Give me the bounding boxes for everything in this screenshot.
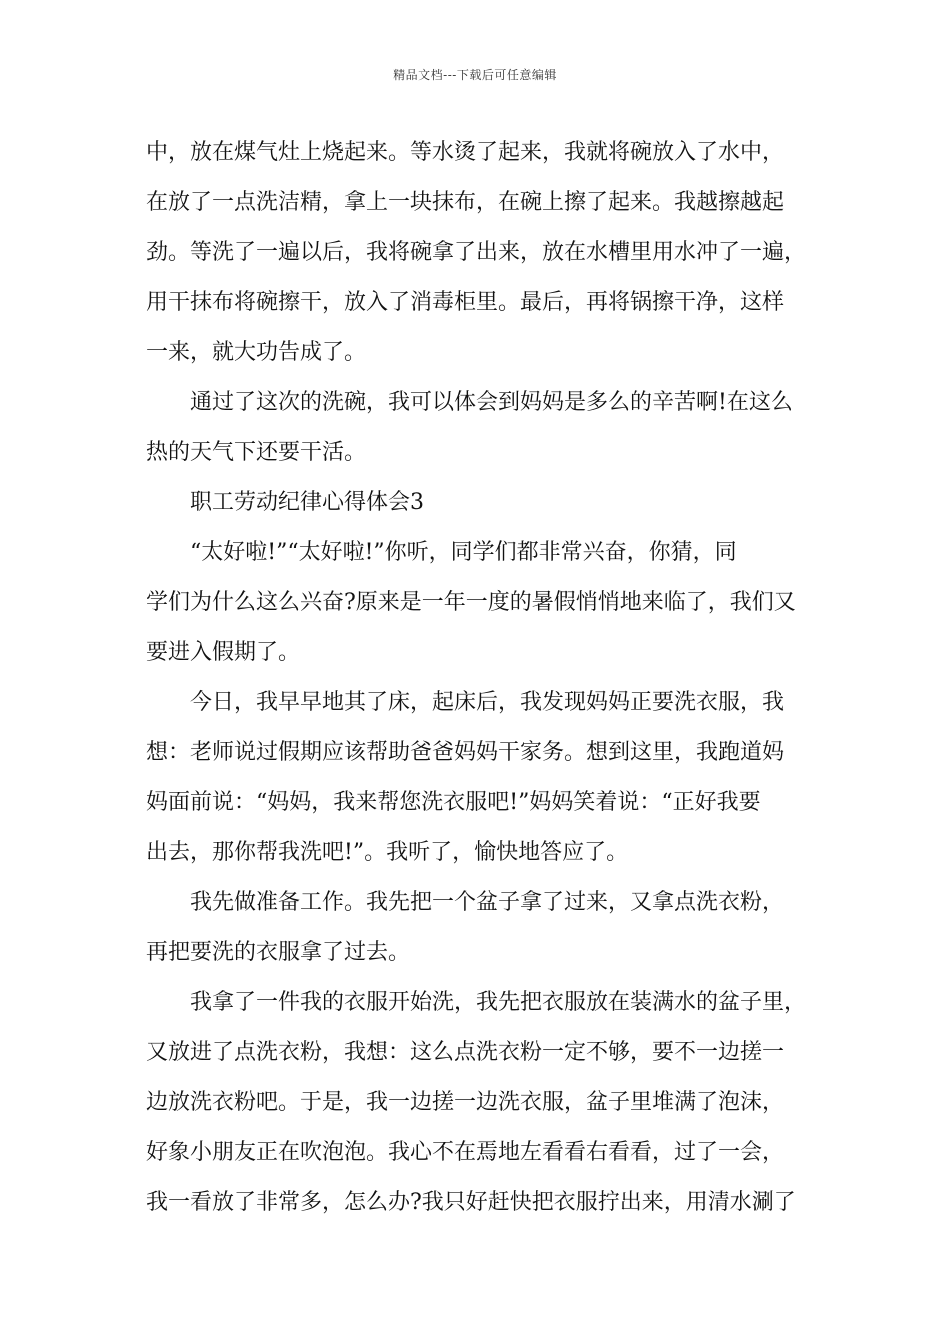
text-line: 再把要洗的衣服拿了过去。: [146, 940, 411, 965]
text-line: 热的天气下还要干活。: [146, 440, 367, 465]
text-line: 出去，那你帮我洗吧!”。我听了，愉快地答应了。: [146, 840, 629, 865]
text-line: 又放进了点洗衣粉，我想：这么点洗衣粉一定不够，要不一边搓一: [146, 1040, 785, 1065]
text-line: 中，放在煤气灶上烧起来。等水烫了起来，我就将碗放入了水中，: [146, 140, 785, 165]
text-line: 想：老师说过假期应该帮助爸爸妈妈干家务。想到这里，我跑道妈: [146, 740, 785, 765]
text-line: 好象小朋友正在吹泡泡。我心不在焉地左看看右看看，过了一会，: [146, 1140, 785, 1165]
paragraph-first-line: 通过了这次的洗碗，我可以体会到妈妈是多么的辛苦啊!在这么: [190, 390, 793, 415]
text-line: 一来，就大功告成了。: [146, 340, 367, 365]
text-line: 要进入假期了。: [146, 640, 301, 665]
paragraph-first-line: 我拿了一件我的衣服开始洗，我先把衣服放在装满水的盆子里，: [190, 990, 807, 1015]
text-line: 学们为什么这么兴奋?原来是一年一度的暑假悄悄地来临了，我们又: [146, 590, 796, 615]
paragraph-first-line: 我先做准备工作。我先把一个盆子拿了过来，又拿点洗衣粉，: [190, 890, 785, 915]
text-line: 我一看放了非常多，怎么办?我只好赶快把衣服拧出来，用清水涮了: [146, 1190, 796, 1215]
paragraph-first-line: 今日，我早早地其了床，起床后，我发现妈妈正要洗衣服，我: [190, 690, 785, 715]
text-line: 用干抹布将碗擦干，放入了消毒柜里。最后，再将锅擦干净，这样: [146, 290, 785, 315]
text-line: 劲。等洗了一遍以后，我将碗拿了出来，放在水槽里用水冲了一遍，: [146, 240, 807, 265]
paragraph-first-line: “太好啦!”“太好啦!”你听，同学们都非常兴奋，你猜，同: [190, 540, 737, 565]
page-header: 精品文档---下载后可任意编辑: [393, 68, 557, 82]
text-line: 边放洗衣粉吧。于是，我一边搓一边洗衣服，盆子里堆满了泡沫，: [146, 1090, 785, 1115]
section-heading: 职工劳动纪律心得体会3: [190, 490, 424, 515]
text-line: 在放了一点洗洁精，拿上一块抹布，在碗上擦了起来。我越擦越起: [146, 190, 785, 215]
document-body: [146, 128, 836, 1228]
text-line: 妈面前说：“妈妈，我来帮您洗衣服吧!”妈妈笑着说：“正好我要: [146, 790, 761, 815]
